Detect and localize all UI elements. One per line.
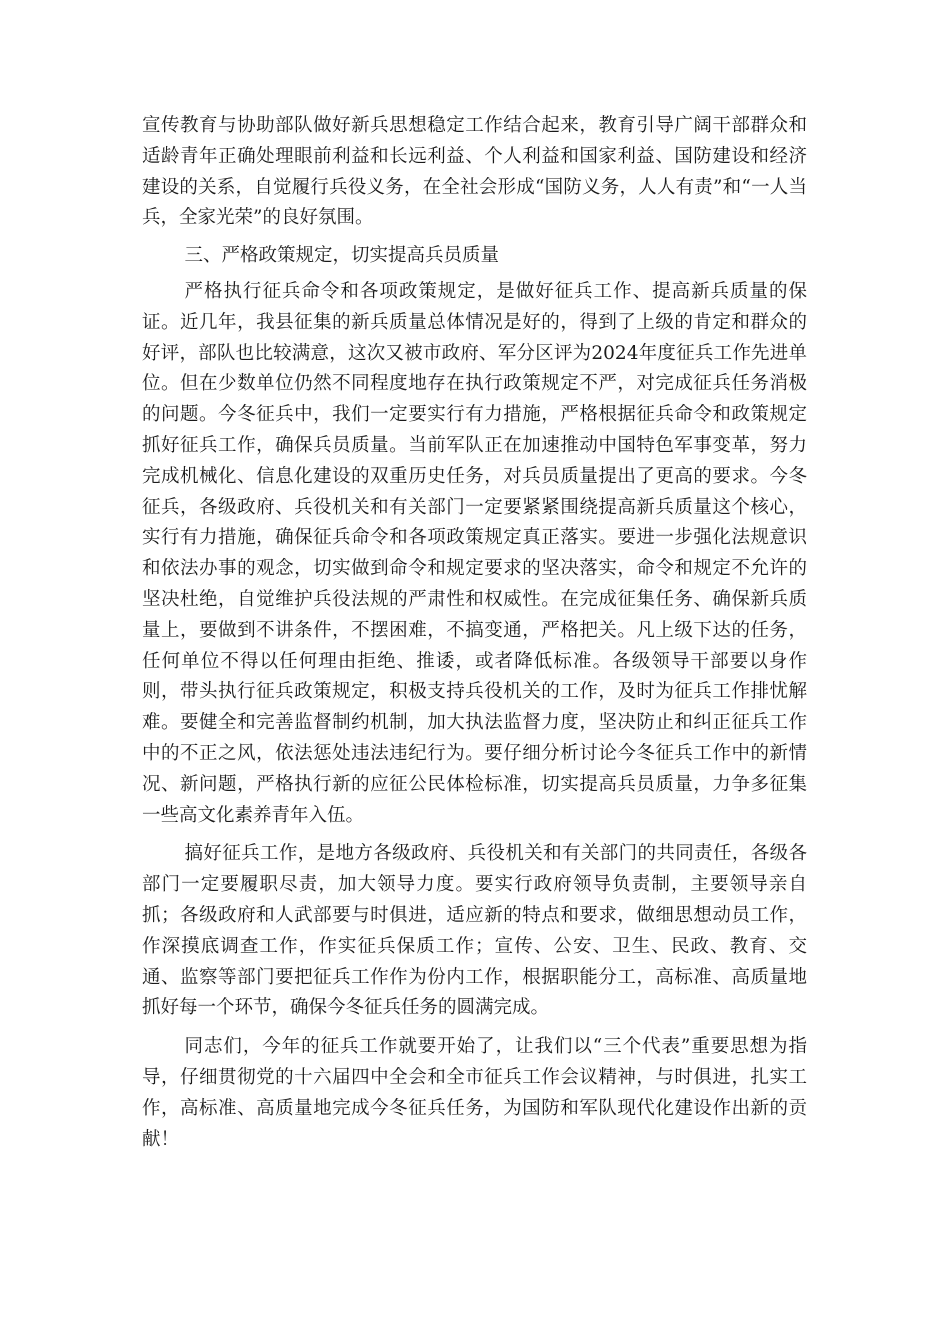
paragraph-closing: 同志们，今年的征兵工作就要开始了，让我们以“三个代表”重要思想为指导，仔细贯彻党的十六届四中全会和全市征兵工作会议精神，与时俱进，扎实工作，高标准、高质量地完成今冬征兵任务，为国防和军队现代化建设作出新的贡献！	[142, 1036, 807, 1150]
paragraph-continued: 宣传教育与协助部队做好新兵思想稳定工作结合起来，教育引导广阔干部群众和适龄青年正确处理眼前利益和长远利益、个人利益和国家利益、国防建设和经济建设的关系，自觉履行兵役义务，在全社会形成“国防义务，人人有责”和“一人当兵，全家光荣”的良好氛围。	[142, 115, 807, 229]
document-body	[142, 111, 807, 1155]
paragraph-shared-responsibility: 搞好征兵工作，是地方各级政府、兵役机关和有关部门的共同责任，各级各部门一定要履职尽责，加大领导力度。要实行政府领导负责制，主要领导亲自抓；各级政府和人武部要与时俱进，适应新的特点和要求，做细思想动员工作，作深摸底调查工作，作实征兵保质工作；宣传、公安、卫生、民政、教育、交通、监察等部门要把征兵工作作为份内工作，根据职能分工，高标准、高质量地抓好每一个环节，确保今冬征兵任务的圆满完成。	[142, 843, 807, 1019]
paragraph-policy-regulations: 严格执行征兵命令和各项政策规定，是做好征兵工作、提高新兵质量的保证。近几年，我县征集的新兵质量总体情况是好的，得到了上级的肯定和群众的好评，部队也比较满意，这次又被市政府、军分区评为2024年度征兵工作先进单位。但在少数单位仍然不同程度地存在执行政策规定不严，对完成征兵任务消极的问题。今冬征兵中，我们一定要实行有力措施，严格根据征兵命令和政策规定抓好征兵工作，确保兵员质量。当前军队正在加速推动中国特色军事变革，努力完成机械化、信息化建设的双重历史任务，对兵员质量提出了更高的要求。今冬征兵，各级政府、兵役机关和有关部门一定要紧紧围绕提高新兵质量这个核心，实行有力措施，确保征兵命令和各项政策规定真正落实。要进一步强化法规意识和依法办事的观念，切实做到命令和规定要求的坚决落实，命令和规定不允许的坚决杜绝，自觉维护兵役法规的严肃性和权威性。在完成征集任务、确保新兵质量上，要做到不讲条件，不摆困难，不搞变通，严格把关。凡上级下达的任务，任何单位不得以任何理由拒绝、推诿，或者降低标准。各级领导干部要以身作则，带头执行征兵政策规定，积极支持兵役机关的工作，及时为征兵工作排忧解难。要健全和完善监督制约机制，加大执法监督力度，坚决防止和纠正征兵工作中的不正之风，依法惩处违法违纪行为。要仔细分析讨论今冬征兵工作中的新情况、新问题，严格执行新的应征公民体检标准，切实提高兵员质量，力争多征集一些高文化素养青年入伍。	[142, 280, 807, 826]
section-heading-3: 三、严格政策规定，切实提高兵员质量	[184, 245, 500, 267]
